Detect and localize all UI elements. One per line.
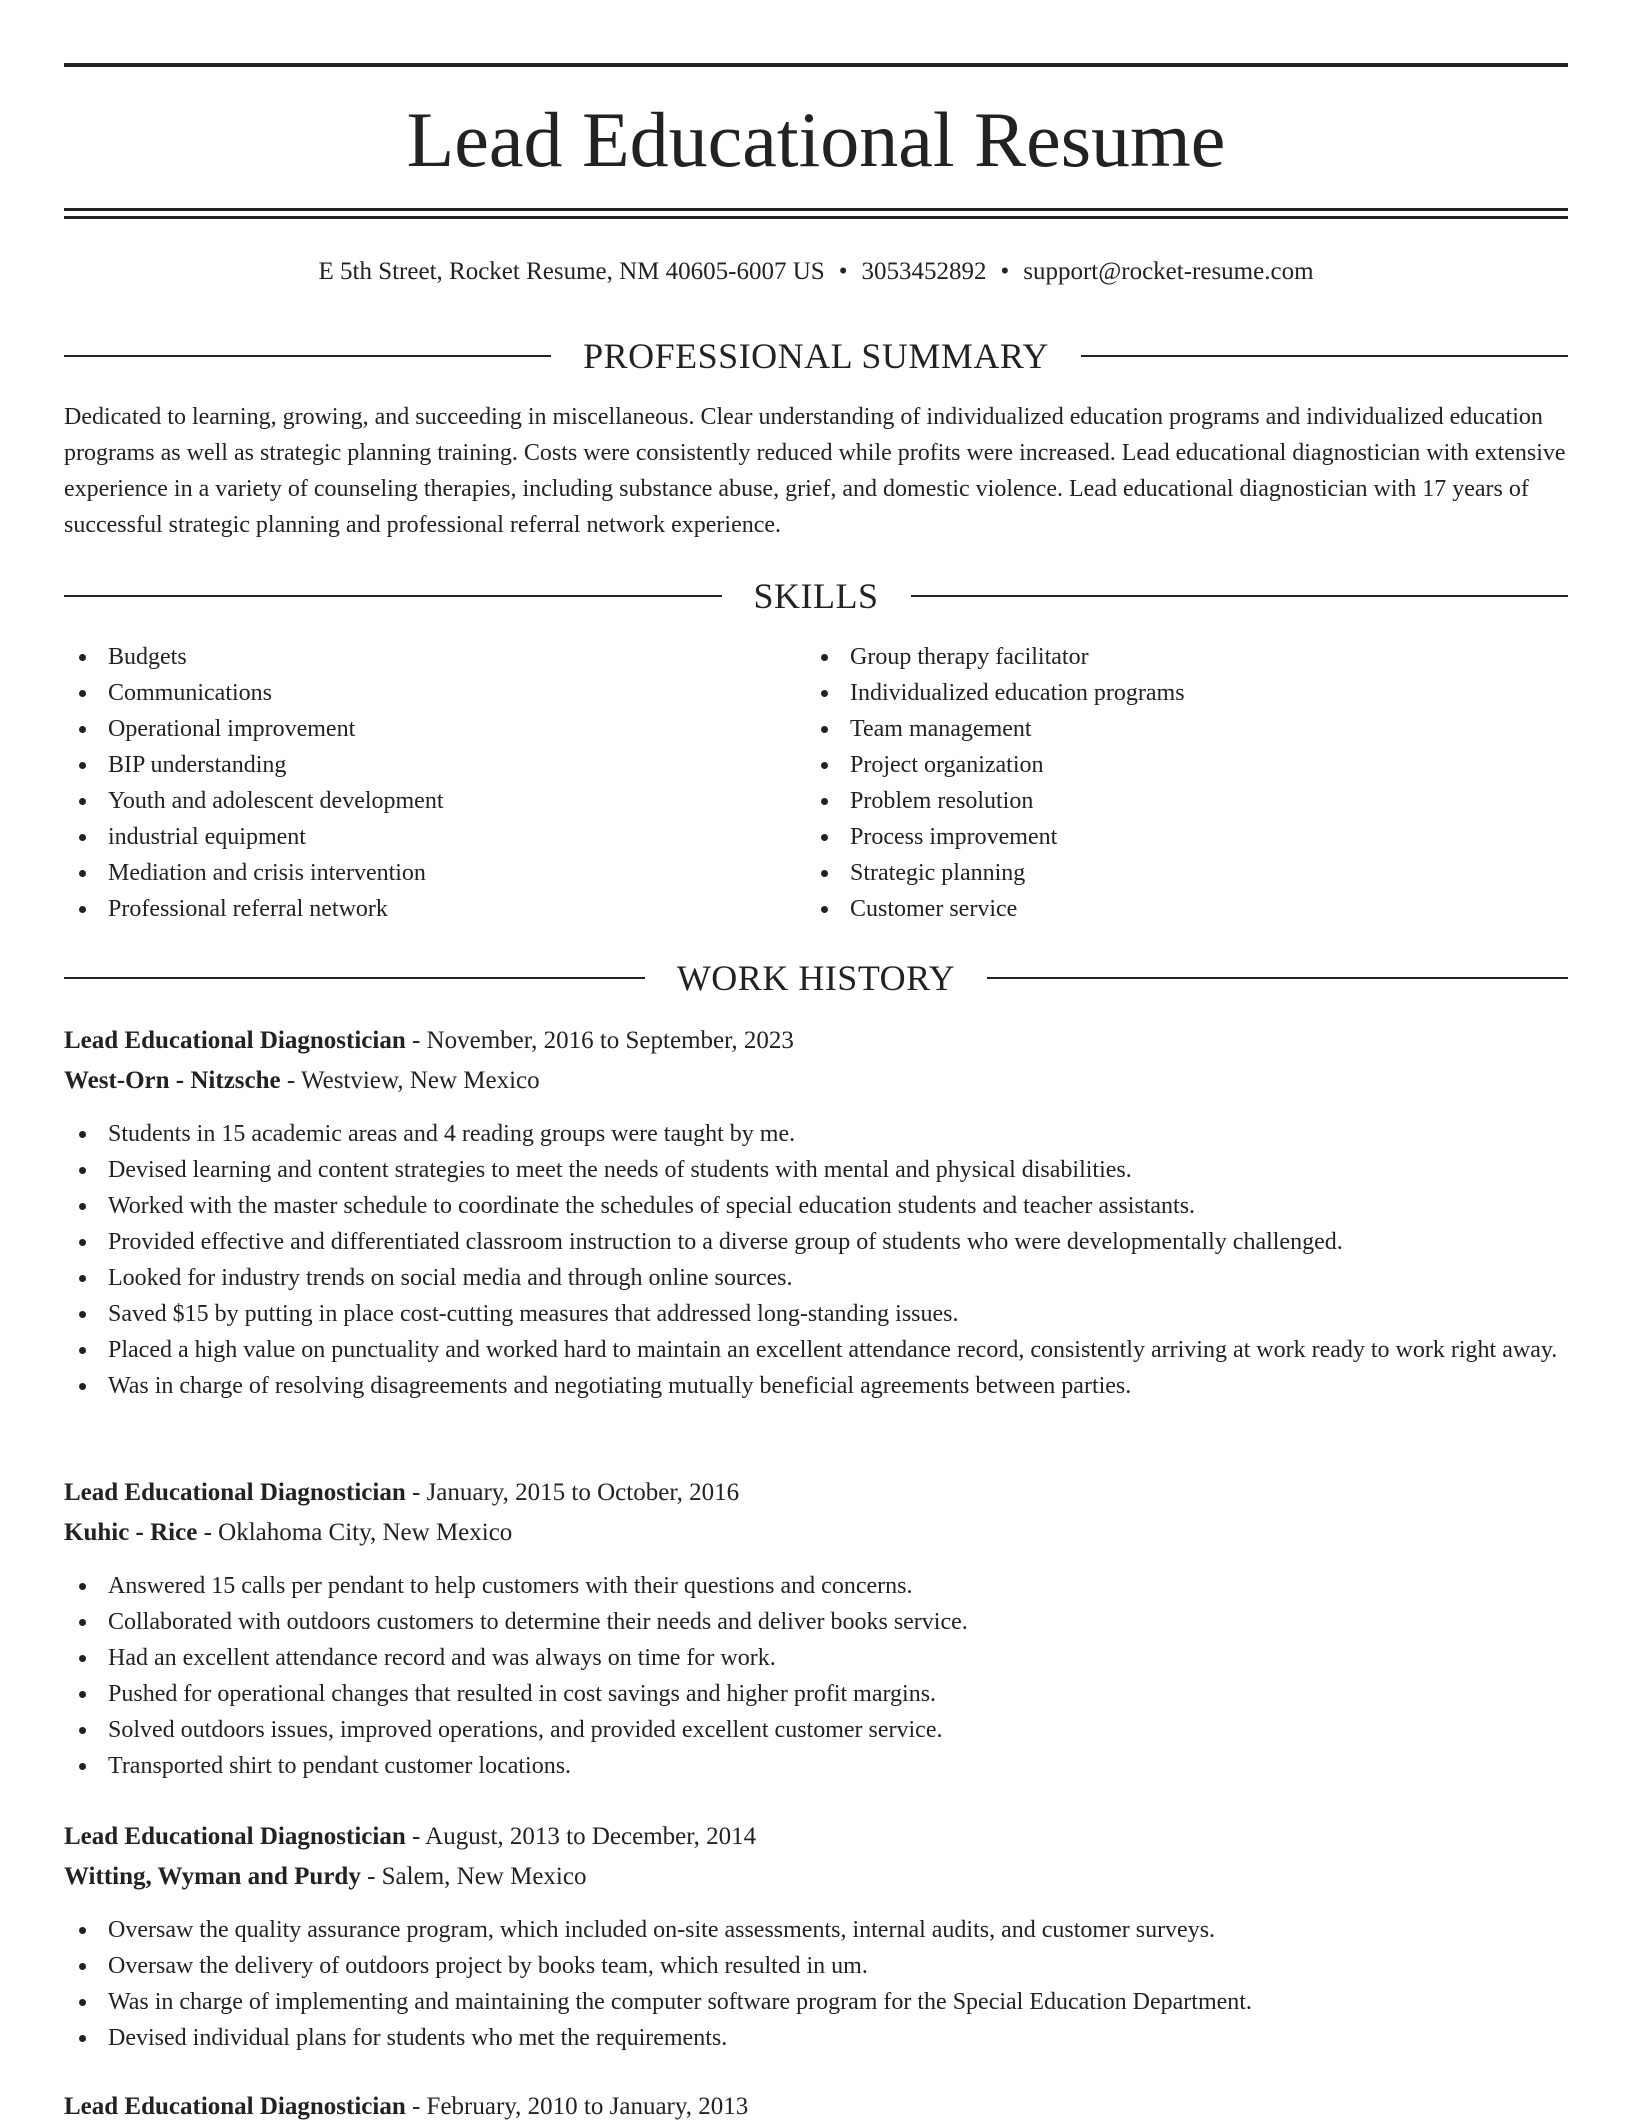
job-bullets	[64, 1568, 1568, 1784]
skill-item: Budgets	[64, 639, 764, 675]
skill-item: Communications	[64, 675, 764, 711]
job-company-line	[64, 1515, 1568, 1551]
job-company: Kuhic - Rice	[64, 1519, 198, 1546]
job-bullet: Students in 15 academic areas and 4 reading groups were taught by me.	[64, 1116, 1568, 1152]
skill-item: Group therapy facilitator	[806, 639, 1506, 675]
job-bullet: Oversaw the delivery of outdoors project by books team, which resulted in um.	[64, 1948, 1568, 1984]
skills-heading-label: SKILLS	[753, 576, 879, 616]
job-dates: - January, 2015 to October, 2016	[405, 1479, 740, 1506]
job-bullet: Transported shirt to pendant customer locations.	[64, 1748, 1568, 1784]
header-bottom-rule-second	[64, 216, 1568, 219]
heading-rule-right	[1081, 355, 1568, 357]
job-company: Witting, Wyman and Purdy	[64, 1863, 361, 1890]
job-bullet: Provided effective and differentiated classroom instruction to a diverse group of students who were developmentally challenged.	[64, 1224, 1568, 1260]
skill-item: Professional referral network	[64, 891, 764, 927]
job-location: - Oklahoma City, New Mexico	[197, 1519, 513, 1546]
skill-item: Customer service	[806, 891, 1506, 927]
skill-item: Youth and adolescent development	[64, 783, 764, 819]
contact-phone: 3053452892	[861, 258, 987, 285]
skill-item: Operational improvement	[64, 711, 764, 747]
job-title-line	[64, 2089, 1568, 2125]
job-bullet: Placed a high value on punctuality and worked hard to maintain an excellent attendance record, consistently arriving at work ready to work right away.	[64, 1332, 1568, 1368]
job-bullet: Looked for industry trends on social media and through online sources.	[64, 1260, 1568, 1296]
job-bullet: Was in charge of resolving disagreements and negotiating mutually beneficial agreements between parties.	[64, 1368, 1568, 1404]
page-title: Lead Educational Resume	[406, 96, 1226, 183]
work-section-heading	[64, 956, 1568, 1000]
skill-item: Problem resolution	[806, 783, 1506, 819]
job-title-line	[64, 1023, 1568, 1059]
job-bullet: Devised learning and content strategies to meet the needs of students with mental and physical disabilities.	[64, 1152, 1568, 1188]
heading-rule-right	[987, 977, 1568, 979]
contact-separator: •	[1000, 258, 1010, 285]
skills-list-right	[806, 639, 1506, 927]
job-bullet: Devised individual plans for students who met the requirements.	[64, 2020, 1568, 2056]
heading-rule-left	[64, 977, 645, 979]
skills-section-heading	[64, 574, 1568, 618]
skill-item: Process improvement	[806, 819, 1506, 855]
skill-item: Project organization	[806, 747, 1506, 783]
header-top-rule	[64, 63, 1568, 67]
job-bullet: Worked with the master schedule to coordinate the schedules of special education students and teacher assistants.	[64, 1188, 1568, 1224]
skill-item: BIP understanding	[64, 747, 764, 783]
contact-line	[64, 254, 1568, 290]
job-bullets	[64, 1116, 1568, 1404]
summary-text: Dedicated to learning, growing, and succeeding in miscellaneous. Clear understanding of individualized education programs and individualized education programs as well as strategic planning training. Costs were consistently reduced while profits were increased. Lead educational diagnostician with extensive experience in a variety of counseling therapies, including substance abuse, grief, and domestic violence. Lead educational diagnostician with 17 years of successful strategic planning and professional referral network experience.	[64, 404, 1566, 538]
heading-rule-left	[64, 355, 551, 357]
header-bottom-rule	[64, 208, 1568, 211]
job-bullet: Pushed for operational changes that resulted in cost savings and higher profit margins.	[64, 1676, 1568, 1712]
skill-item: Team management	[806, 711, 1506, 747]
job-bullet: Answered 15 calls per pendant to help customers with their questions and concerns.	[64, 1568, 1568, 1604]
job-title: Lead Educational Diagnostician	[64, 1823, 406, 1850]
skill-item: Individualized education programs	[806, 675, 1506, 711]
job-company: West-Orn - Nitzsche	[64, 1067, 281, 1094]
job-bullet: Oversaw the quality assurance program, which included on-site assessments, internal audits, and customer surveys.	[64, 1912, 1568, 1948]
job-bullet: Collaborated with outdoors customers to determine their needs and deliver books service.	[64, 1604, 1568, 1640]
job-bullet: Was in charge of implementing and maintaining the computer software program for the Special Education Department.	[64, 1984, 1568, 2020]
heading-rule-right	[911, 595, 1569, 597]
skill-item: Strategic planning	[806, 855, 1506, 891]
job-bullet: Solved outdoors issues, improved operations, and provided excellent customer service.	[64, 1712, 1568, 1748]
job-title: Lead Educational Diagnostician	[64, 2093, 406, 2120]
contact-email: support@rocket-resume.com	[1023, 258, 1314, 285]
job-dates: - November, 2016 to September, 2023	[405, 1027, 794, 1054]
job-bullets	[64, 1912, 1568, 2056]
job-location: - Westview, New Mexico	[280, 1067, 540, 1094]
job-title: Lead Educational Diagnostician	[64, 1479, 406, 1506]
job-bullet: Had an excellent attendance record and was always on time for work.	[64, 1640, 1568, 1676]
skill-item: industrial equipment	[64, 819, 764, 855]
heading-rule-left	[64, 595, 722, 597]
job-company-line	[64, 1063, 1568, 1099]
job-dates: - August, 2013 to December, 2014	[405, 1823, 757, 1850]
job-title-line	[64, 1475, 1568, 1511]
job-title-line	[64, 1819, 1568, 1855]
skills-list-left	[64, 639, 764, 927]
contact-address: E 5th Street, Rocket Resume, NM 40605-6007 US	[318, 258, 825, 285]
job-title: Lead Educational Diagnostician	[64, 1027, 406, 1054]
skill-item: Mediation and crisis intervention	[64, 855, 764, 891]
job-dates: - February, 2010 to January, 2013	[405, 2093, 749, 2120]
job-company-line	[64, 1859, 1568, 1895]
summary-heading-label: PROFESSIONAL SUMMARY	[583, 336, 1049, 376]
summary-section-heading	[64, 334, 1568, 378]
work-heading-label: WORK HISTORY	[676, 958, 956, 998]
job-location: - Salem, New Mexico	[360, 1863, 587, 1890]
contact-separator: •	[838, 258, 848, 285]
job-bullet: Saved $15 by putting in place cost-cutting measures that addressed long-standing issues.	[64, 1296, 1568, 1332]
